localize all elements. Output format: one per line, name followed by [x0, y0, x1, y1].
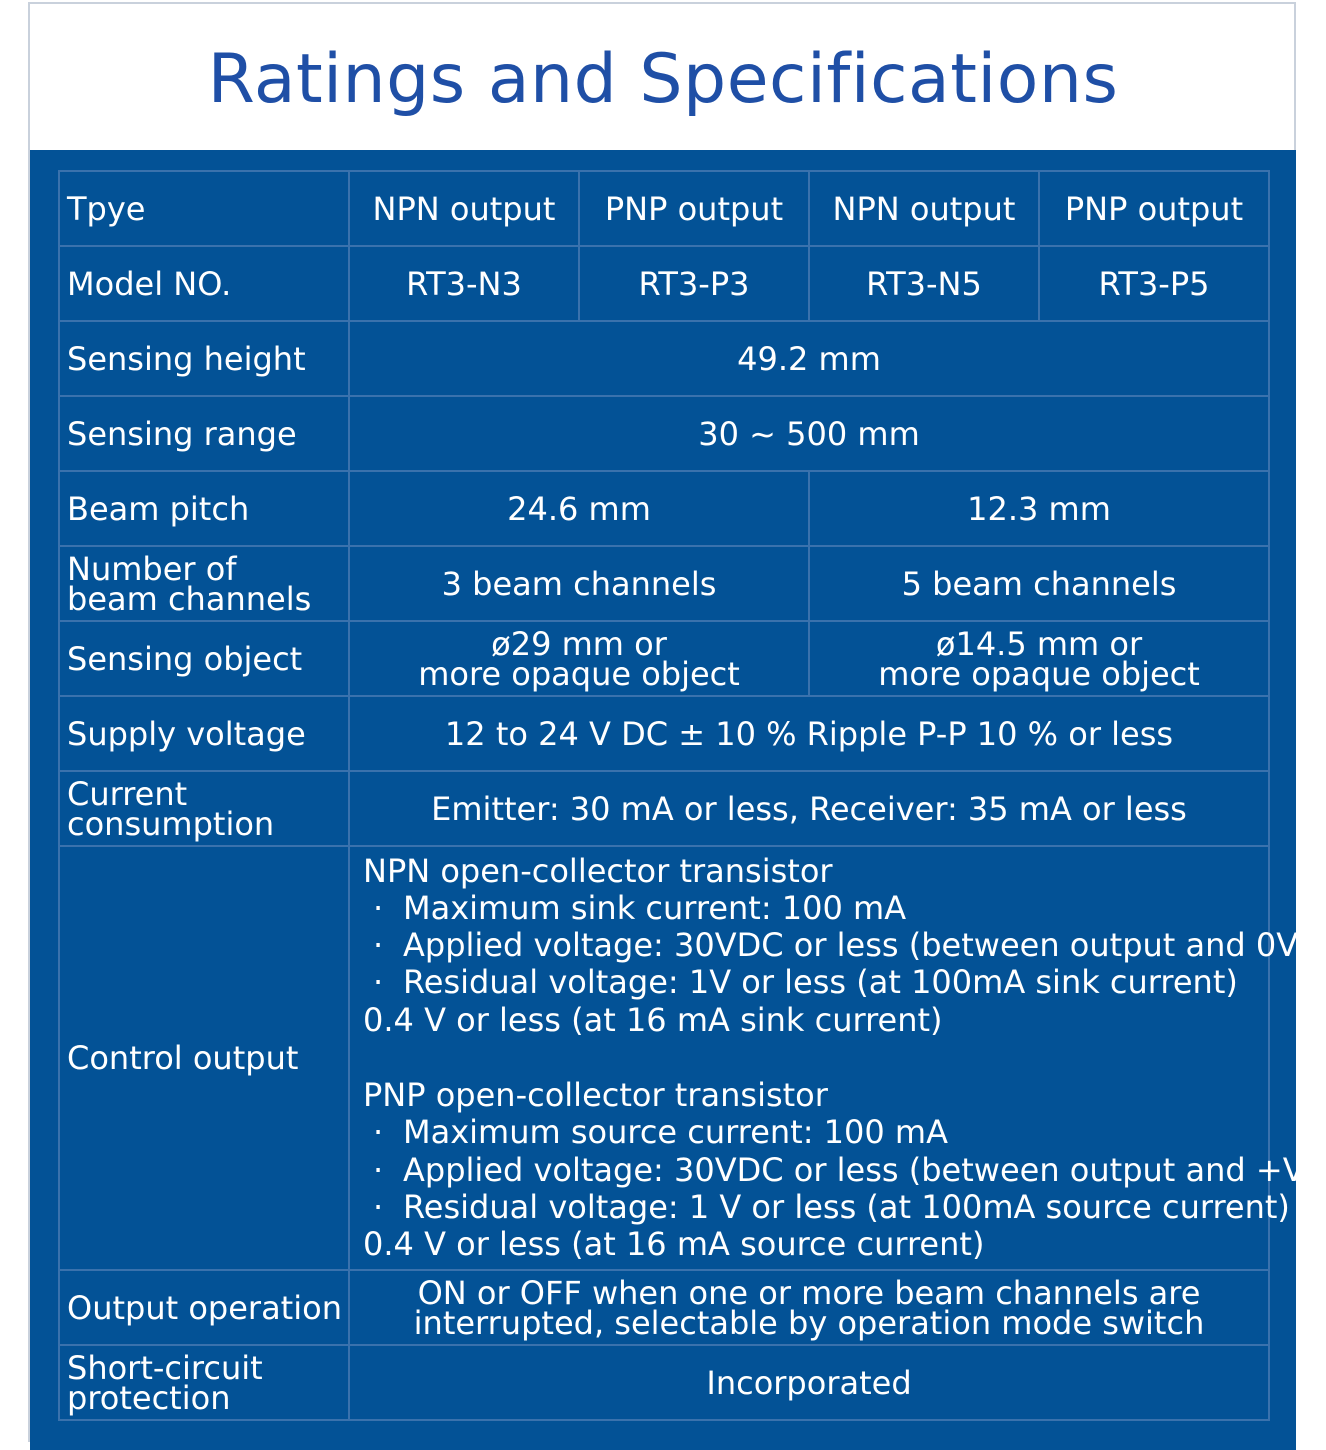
bullet-icon: ·: [373, 1187, 384, 1226]
spec-table: [58, 170, 1318, 1421]
table-row-sensing-object: [59, 621, 1269, 696]
model-cell: RT3-P3: [579, 246, 809, 321]
model-cell: RT3-N3: [349, 246, 579, 321]
row-label-beam-channels: [59, 546, 349, 621]
beam-pitch-3ch: 24.6 mm: [349, 471, 809, 546]
npn-bullet: [363, 964, 1268, 1001]
beam-channels-3ch: 3 beam channels: [349, 546, 809, 621]
bullet-text: Residual voltage: 1 V or less (at 100mA source current): [403, 1187, 1290, 1226]
bullet-text: Applied voltage: 30VDC or less (between output and 0V): [403, 926, 1311, 965]
page-title: Ratings and Specifications: [207, 40, 1119, 119]
sensing-height-value: 49.2 mm: [349, 321, 1269, 396]
type-cell: NPN output: [809, 171, 1039, 246]
bullet-icon: ·: [373, 1150, 384, 1189]
row-label-type: Tpye: [59, 171, 349, 246]
table-row-sensing-range: [59, 396, 1269, 471]
bullet-text: Maximum source current: 100 mA: [403, 1113, 948, 1152]
sensing-range-value: 30 ~ 500 mm: [349, 396, 1269, 471]
row-label-output-operation: Output operation: [59, 1270, 349, 1345]
bullet-icon: ·: [373, 926, 384, 965]
row-label-sensing-range: Sensing range: [59, 396, 349, 471]
npn-tail: 0.4 V or less (at 16 mA sink current): [363, 1000, 943, 1039]
row-label-supply-voltage: Supply voltage: [59, 696, 349, 771]
label-line: consumption: [67, 804, 275, 843]
supply-voltage-value: 12 to 24 V DC ± 10 % Ripple P-P 10 % or less: [349, 696, 1269, 771]
beam-pitch-5ch: 12.3 mm: [809, 471, 1269, 546]
table-row-short-circuit: [59, 1345, 1269, 1420]
table-row-supply-voltage: [59, 696, 1269, 771]
bullet-text: Maximum sink current: 100 mA: [403, 888, 907, 927]
table-row-output-operation: [59, 1270, 1269, 1345]
row-label-model: Model NO.: [59, 246, 349, 321]
pnp-heading: PNP open-collector transistor: [363, 1076, 828, 1114]
label-line: Short-circuit: [67, 1348, 263, 1387]
label-line: Number of: [67, 549, 237, 588]
row-label-short-circuit: [59, 1345, 349, 1420]
output-operation-value: [349, 1270, 1269, 1345]
row-label-sensing-object: Sensing object: [59, 621, 349, 696]
value-line: ON or OFF when one or more beam channels are: [417, 1273, 1201, 1312]
table-row-type: [59, 171, 1269, 246]
type-cell: PNP output: [579, 171, 809, 246]
value-line: more opaque object: [878, 654, 1200, 693]
value-line: ø29 mm or: [491, 624, 667, 663]
row-label-current-consumption: [59, 771, 349, 846]
bullet-icon: ·: [373, 963, 384, 1002]
table-row-beam-pitch: [59, 471, 1269, 546]
value-line: interrupted, selectable by operation mode switch: [413, 1303, 1205, 1342]
row-label-control-output: Control output: [59, 846, 349, 1270]
table-row-model: [59, 246, 1269, 321]
pnp-bullet: [363, 1114, 1268, 1151]
type-cell: NPN output: [349, 171, 579, 246]
label-line: protection: [67, 1378, 231, 1417]
pnp-bullet: [363, 1150, 1318, 1189]
bullet-text: Residual voltage: 1V or less (at 100mA sink current): [403, 963, 1238, 1002]
spacer: [363, 1039, 1268, 1077]
label-line: beam channels: [67, 579, 312, 618]
value-line: more opaque object: [418, 654, 740, 693]
row-label-beam-pitch: Beam pitch: [59, 471, 349, 546]
type-cell: PNP output: [1039, 171, 1269, 246]
sensing-object-5ch: [809, 621, 1269, 696]
pnp-bullet: [363, 1187, 1290, 1226]
table-row-sensing-height: [59, 321, 1269, 396]
label-line: Current: [67, 774, 188, 813]
model-cell: RT3-P5: [1039, 246, 1269, 321]
value-line: ø14.5 mm or: [935, 624, 1143, 663]
npn-bullet: [363, 890, 1268, 927]
npn-heading: NPN open-collector transistor: [363, 851, 833, 890]
table-row-beam-channels: [59, 546, 1269, 621]
beam-channels-5ch: 5 beam channels: [809, 546, 1269, 621]
model-cell: RT3-N5: [809, 246, 1039, 321]
bullet-icon: ·: [373, 888, 384, 927]
short-circuit-value: Incorporated: [349, 1345, 1269, 1420]
control-output-value: [349, 846, 1318, 1270]
pnp-tail: 0.4 V or less (at 16 mA source current): [363, 1225, 985, 1264]
current-consumption-value: Emitter: 30 mA or less, Receiver: 35 mA or less: [349, 771, 1269, 846]
row-label-sensing-height: Sensing height: [59, 321, 349, 396]
bullet-icon: ·: [373, 1113, 384, 1152]
npn-bullet: [363, 926, 1311, 965]
bullet-text: Applied voltage: 30VDC or less (between output and +V): [403, 1150, 1318, 1189]
table-row-current-consumption: [59, 771, 1269, 846]
table-row-control-output: [59, 846, 1269, 1270]
sensing-object-3ch: [349, 621, 809, 696]
